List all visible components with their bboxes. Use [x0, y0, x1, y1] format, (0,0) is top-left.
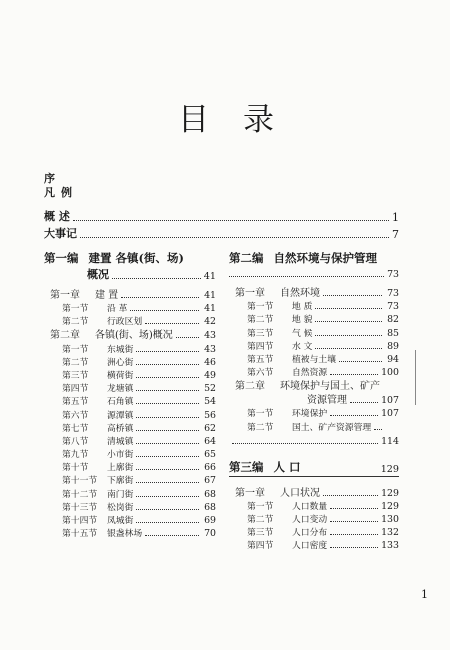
- section-entry: [44, 434, 216, 447]
- page-ref: 7: [392, 228, 399, 241]
- page-ref: 130: [381, 513, 399, 525]
- page-ref: 52: [204, 383, 216, 395]
- section-number: 第二节: [247, 514, 274, 525]
- page-ref: 66: [204, 462, 216, 474]
- page-ref: 73: [387, 269, 399, 280]
- section-entry: [44, 447, 216, 460]
- margin-rule: [415, 350, 416, 405]
- section-entry: [44, 486, 216, 499]
- page-ref: 73: [387, 301, 399, 313]
- section-entry: [44, 473, 216, 486]
- leader-dots: [176, 337, 199, 338]
- section-entry: [44, 301, 216, 314]
- section-number: 第二节: [247, 315, 274, 326]
- leader-dots: [330, 415, 378, 416]
- section-number: 第六节: [62, 410, 89, 421]
- leader-dots: [330, 521, 378, 522]
- section-entry: [44, 341, 216, 354]
- intro-entry: [44, 227, 399, 241]
- leader-dots: [136, 364, 199, 365]
- entry-title: 下廓街: [107, 476, 134, 487]
- page-ref: 56: [204, 409, 216, 421]
- leader-dots: [136, 522, 199, 523]
- entry-title: 行政区划: [107, 317, 143, 328]
- part-title-continued: 概况: [87, 268, 109, 281]
- left-entries: [44, 287, 216, 539]
- section-entry: [44, 381, 216, 394]
- entry-title: 大事记: [44, 227, 77, 240]
- section-entry: [44, 421, 216, 434]
- part-heading-continued: [44, 266, 216, 282]
- section-number: 第十五节: [62, 529, 98, 540]
- section-number: 第十节: [62, 463, 89, 474]
- part-number: 第二编: [229, 251, 264, 265]
- page-ref: 67: [204, 475, 216, 487]
- section-number: 第八节: [62, 436, 89, 447]
- section-entry: [44, 460, 216, 473]
- page-ref: 85: [387, 327, 399, 339]
- leader-dots: [145, 535, 199, 536]
- fanli-entry: 凡例: [44, 186, 78, 199]
- part-rule: [229, 476, 399, 477]
- entry-title: 高桥镇: [107, 423, 134, 434]
- entry-title: 各镇(街、场)概况: [95, 330, 173, 342]
- part-title: 自然环境与保护管理: [273, 251, 377, 265]
- entry-title: 横荷街: [107, 370, 134, 381]
- page-ref: 89: [387, 340, 399, 352]
- toc-entry-continued: [229, 392, 399, 406]
- leader-dots: [145, 323, 199, 324]
- page-ref: 68: [204, 488, 216, 500]
- leader-dots: [136, 417, 199, 418]
- entry-title: 凤城街: [107, 516, 134, 526]
- section-number: 第七节: [62, 423, 89, 434]
- page-ref: 129: [381, 500, 399, 512]
- page-ref: 54: [204, 396, 216, 408]
- section-number: 第四节: [247, 341, 274, 352]
- part-page-line: [229, 266, 399, 280]
- entry-title: 水 文: [292, 341, 313, 352]
- page-ref: 82: [387, 314, 399, 326]
- page-number: 1: [421, 588, 428, 601]
- section-entry: [229, 339, 399, 352]
- entry-title: 植被与土壤: [292, 354, 336, 365]
- left-column: [44, 248, 216, 539]
- entry-title: 自然环境: [280, 288, 320, 299]
- leader-dots: [350, 402, 378, 403]
- leader-dots: [330, 534, 378, 535]
- leader-dots: [315, 335, 382, 336]
- section-number: 第四节: [247, 541, 274, 552]
- entry-title: 人口状况: [280, 487, 320, 499]
- entry-title: 松岗街: [107, 502, 134, 513]
- section-entry: [44, 368, 216, 381]
- page-ref: 114: [381, 435, 399, 447]
- section-number: 第一节: [247, 501, 274, 512]
- section-entry: [44, 407, 216, 420]
- leader-dots: [339, 361, 382, 362]
- entry-title: 环境保护: [292, 409, 328, 420]
- leader-dots: [229, 276, 384, 277]
- part-title: 人 口: [273, 459, 301, 474]
- leader-dots: [136, 496, 199, 497]
- page-ref: 73: [387, 288, 399, 299]
- page-ref: 129: [381, 487, 399, 499]
- section-entry: [229, 499, 399, 512]
- chapter-number: 第二章: [235, 381, 265, 393]
- chapter-entry: [229, 285, 399, 299]
- entry-title: 银盏林场: [107, 529, 143, 540]
- chapter-entry: [44, 287, 216, 301]
- chapter-entry: [229, 378, 399, 392]
- section-number: 第十四节: [62, 516, 98, 526]
- entry-title: 东城街: [107, 344, 134, 355]
- chapter-number: 第一章: [235, 487, 265, 499]
- page-ref: 41: [204, 303, 216, 315]
- page-ref: 62: [204, 422, 216, 434]
- page-ref: 107: [381, 395, 399, 407]
- entry-title: 环境保护与国土、矿产: [280, 381, 380, 393]
- page-ref: 1: [392, 211, 399, 224]
- entry-title: 人口密度: [292, 541, 328, 552]
- leader-dots: [374, 429, 382, 430]
- section-number: 第四节: [62, 384, 89, 395]
- section-entry: [44, 394, 216, 407]
- entry-title: 国土、矿产资源管理: [292, 422, 372, 433]
- part-number: 第三编: [229, 459, 264, 474]
- section-entry: [229, 352, 399, 365]
- leader-dots: [136, 509, 199, 510]
- page-ref: 41: [203, 271, 216, 282]
- part-heading: [44, 248, 216, 266]
- leader-dots: [323, 495, 378, 496]
- entry-title: 人口分布: [292, 528, 328, 539]
- page-ref: 65: [204, 449, 216, 461]
- entry-title: 气 候: [292, 328, 313, 339]
- page-ref: 94: [387, 353, 399, 365]
- page-ref: 100: [381, 367, 399, 379]
- section-entry: [44, 500, 216, 513]
- section-entry: [44, 526, 216, 539]
- entry-title: 人口数量: [292, 501, 328, 512]
- right-entries-part3: [229, 485, 399, 552]
- section-entry: [229, 325, 399, 338]
- entry-title: 人口变动: [292, 514, 328, 525]
- section-number: 第三节: [247, 328, 274, 339]
- leader-dots: [136, 430, 199, 431]
- entry-title: 地 质: [292, 302, 313, 313]
- page-ref: 69: [204, 515, 216, 526]
- entry-title: 沿 革: [107, 304, 128, 315]
- part-heading: [229, 248, 399, 266]
- entry-title: 石角镇: [107, 397, 134, 408]
- section-number: 第一节: [247, 409, 274, 420]
- section-number: 第十二节: [62, 489, 98, 500]
- leader-dots: [112, 278, 201, 279]
- section-entry: [229, 312, 399, 325]
- section-entry: [229, 299, 399, 312]
- chapter-number: 第一章: [235, 288, 265, 299]
- section-entry: [229, 419, 399, 432]
- section-entry: [229, 512, 399, 525]
- section-entry: [229, 406, 399, 419]
- page-ref: 129: [380, 463, 399, 475]
- leader-dots: [80, 237, 389, 238]
- leader-dots: [330, 508, 378, 509]
- leader-dots: [130, 310, 199, 311]
- entry-title: 概 述: [44, 210, 70, 223]
- page-ref: 133: [381, 540, 399, 552]
- toc-entry-continued: [229, 433, 399, 447]
- page-ref: 42: [204, 316, 216, 328]
- entry-title: 资源管理: [307, 395, 347, 407]
- section-number: 第三节: [247, 528, 274, 539]
- leader-dots: [323, 295, 382, 296]
- leader-dots: [136, 390, 199, 391]
- page-ref: 107: [381, 408, 399, 420]
- part-number: 第一编: [44, 251, 79, 265]
- leader-dots: [330, 547, 378, 548]
- preface-entry: 序: [44, 172, 55, 185]
- section-number: 第九节: [62, 450, 89, 461]
- entry-title: 龙塘镇: [107, 384, 134, 395]
- chapter-number: 第二章: [50, 330, 80, 342]
- page-title: 目录: [178, 102, 308, 138]
- right-entries-part2: [229, 285, 399, 447]
- page-ref: 64: [204, 435, 216, 447]
- section-number: 第六节: [247, 368, 274, 379]
- page-ref: 43: [204, 343, 216, 355]
- leader-dots: [136, 469, 199, 470]
- chapter-entry: [44, 327, 216, 341]
- section-number: 第二节: [247, 422, 274, 433]
- page-ref: 70: [204, 528, 216, 540]
- right-column: [229, 248, 399, 551]
- intro-entry: [44, 210, 399, 224]
- leader-dots: [330, 374, 378, 375]
- section-entry: [229, 538, 399, 551]
- entry-title: 上廓街: [107, 463, 134, 474]
- leader-dots: [136, 403, 199, 404]
- entry-title: 南门街: [107, 489, 134, 500]
- page-ref: 43: [204, 330, 216, 342]
- page-ref: 41: [204, 290, 216, 301]
- leader-dots: [315, 348, 382, 349]
- section-entry: [44, 513, 216, 526]
- leader-dots: [315, 321, 382, 322]
- part-title: 建置 各镇(街、场): [88, 251, 184, 265]
- leader-dots: [232, 443, 378, 444]
- section-number: 第三节: [62, 370, 89, 381]
- part-heading: [229, 457, 399, 475]
- leader-dots: [121, 297, 199, 298]
- leader-dots: [73, 220, 389, 221]
- entry-title: 小市街: [107, 450, 134, 461]
- section-entry: [44, 355, 216, 368]
- section-number: 第十一节: [62, 476, 98, 487]
- leader-dots: [136, 456, 199, 457]
- entry-title: 洲心街: [107, 357, 134, 368]
- leader-dots: [136, 377, 199, 378]
- section-number: 第一节: [62, 304, 89, 315]
- leader-dots: [136, 482, 199, 483]
- entry-title: 地 貌: [292, 315, 313, 326]
- section-entry: [229, 525, 399, 538]
- entry-title: 建 置: [95, 290, 119, 301]
- section-number: 第十三节: [62, 502, 98, 513]
- section-number: 第一节: [247, 302, 274, 313]
- section-number: 第二节: [62, 357, 89, 368]
- leader-dots: [136, 443, 199, 444]
- section-number: 第五节: [247, 354, 274, 365]
- entry-title: 清城镇: [107, 436, 134, 447]
- entry-title: 源潭镇: [107, 410, 134, 421]
- page-ref: 46: [204, 356, 216, 368]
- page-ref: 68: [204, 501, 216, 513]
- chapter-number: 第一章: [50, 290, 80, 301]
- page-ref: 49: [204, 369, 216, 381]
- page-ref: 132: [381, 527, 399, 539]
- leader-dots: [136, 351, 199, 352]
- leader-dots: [315, 308, 382, 309]
- entry-title: 自然资源: [292, 368, 328, 379]
- section-number: 第二节: [62, 317, 89, 328]
- section-number: 第一节: [62, 344, 89, 355]
- section-number: 第五节: [62, 397, 89, 408]
- chapter-entry: [229, 485, 399, 499]
